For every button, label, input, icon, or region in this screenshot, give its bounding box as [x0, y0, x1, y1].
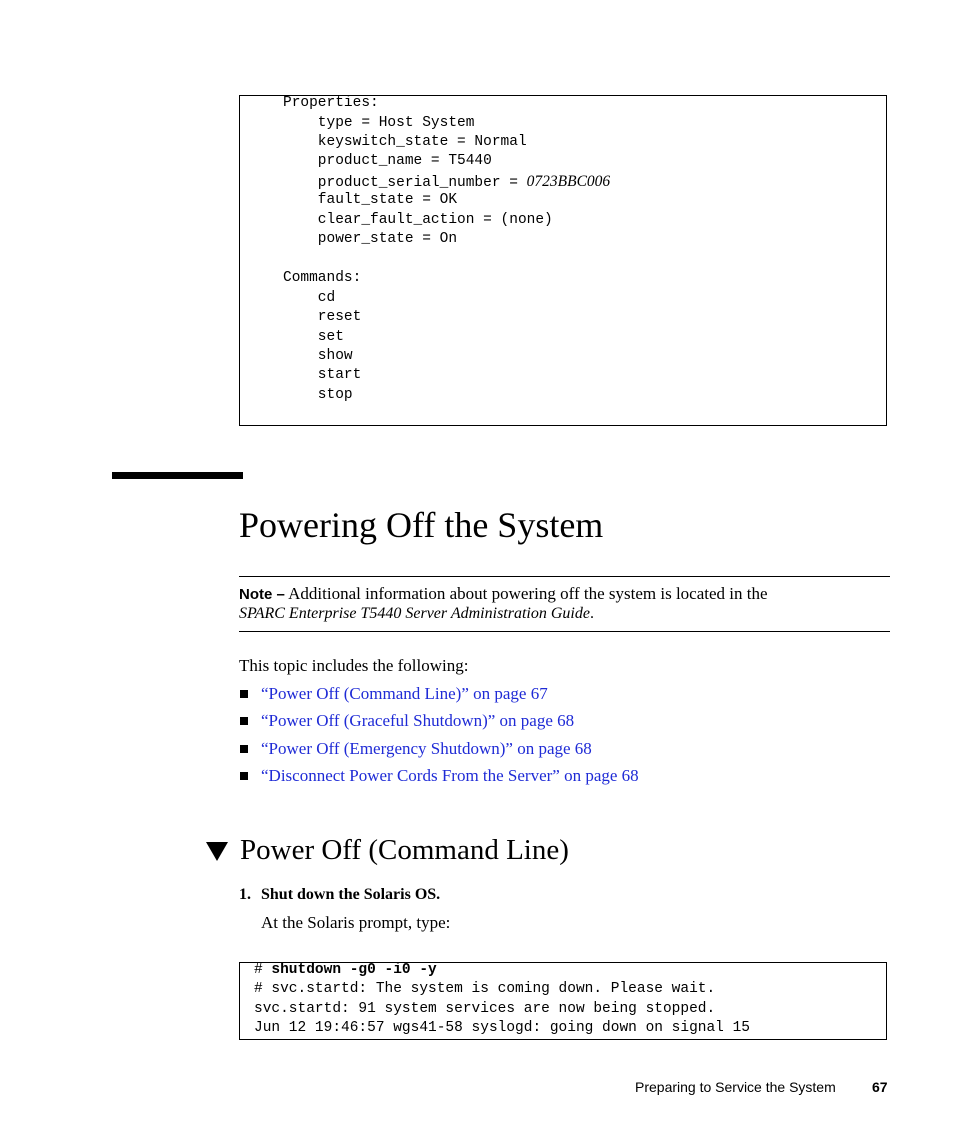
footer-section-name: Preparing to Service the System	[635, 1079, 836, 1095]
code-line: cd	[283, 290, 336, 306]
guide-title: SPARC Enterprise T5440 Server Administration Guide	[239, 605, 590, 622]
code-line	[283, 172, 610, 193]
procedure-triangle-icon	[206, 842, 228, 861]
prompt: #	[254, 962, 272, 978]
topic-link-command-line[interactable]: “Power Off (Command Line)” on page 67	[261, 684, 548, 703]
bullet-icon	[240, 717, 248, 725]
code-line: clear_fault_action = (none)	[283, 212, 553, 228]
note-box	[239, 576, 890, 632]
step-number: 1.	[239, 886, 251, 903]
topic-link-emergency-shutdown[interactable]: “Power Off (Emergency Shutdown)” on page 68	[261, 739, 592, 758]
code-line: svc.startd: 91 system services are now being stopped.	[254, 1001, 716, 1017]
section-title: Powering Off the System	[239, 505, 604, 545]
step-detail: At the Solaris prompt, type:	[261, 913, 451, 932]
serial-key: product_serial_number =	[283, 175, 527, 191]
code-line: # svc.startd: The system is coming down. Please wait.	[254, 981, 716, 997]
note-label: Note –	[239, 586, 285, 603]
code-line: stop	[283, 387, 353, 403]
topics-intro: This topic includes the following:	[239, 656, 469, 675]
code-line: reset	[283, 309, 362, 325]
topic-link-disconnect-cords[interactable]: “Disconnect Power Cords From the Server” on page 68	[261, 766, 639, 785]
code-line: fault_state = OK	[283, 192, 458, 208]
code-line: Properties:	[283, 95, 379, 111]
code-line: power_state = On	[283, 231, 458, 247]
code-line: Commands:	[283, 270, 362, 286]
code-line: keyswitch_state = Normal	[283, 134, 527, 150]
serial-value: 0723BBC006	[526, 173, 611, 190]
code-line: Jun 12 19:46:57 wgs41-58 syslogd: going down on signal 15	[254, 1020, 750, 1036]
code-line	[254, 961, 437, 980]
shutdown-command: shutdown -g0 -i0 -y	[271, 962, 437, 978]
topic-link-graceful-shutdown[interactable]: “Power Off (Graceful Shutdown)” on page 68	[261, 711, 575, 730]
section-rule	[112, 472, 243, 479]
shutdown-code-block	[239, 962, 887, 1040]
code-line: type = Host System	[283, 115, 475, 131]
bullet-icon	[240, 745, 248, 753]
code-line: set	[283, 329, 344, 345]
note-line-2	[239, 603, 594, 625]
code-line: show	[283, 348, 353, 364]
properties-code-block	[239, 95, 887, 426]
bullet-icon	[240, 772, 248, 780]
procedure-title: Power Off (Command Line)	[240, 834, 569, 866]
note-period: .	[589, 605, 594, 622]
note-text: Additional information about powering off the system is located in the	[284, 584, 768, 603]
code-line: product_name = T5440	[283, 153, 492, 169]
code-line: start	[283, 367, 362, 383]
bullet-icon	[240, 690, 248, 698]
step-text: Shut down the Solaris OS.	[261, 886, 441, 903]
page-number: 67	[872, 1079, 888, 1095]
